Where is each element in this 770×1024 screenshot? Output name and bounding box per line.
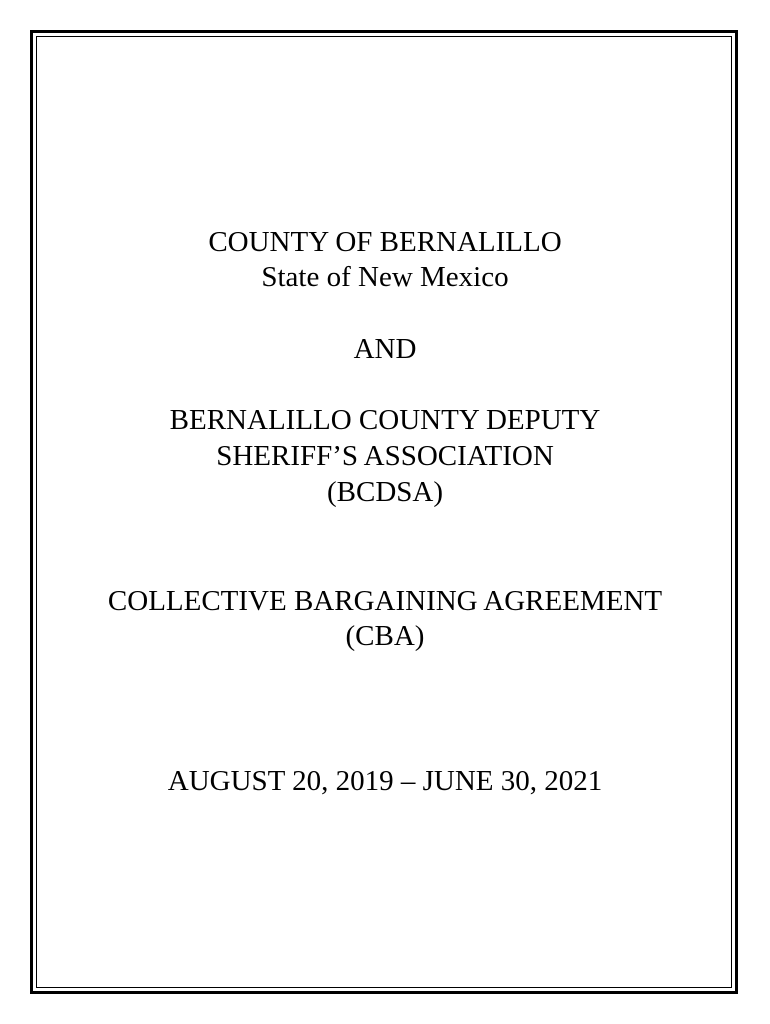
association-name-line2: SHERIFF’S ASSOCIATION	[216, 440, 554, 472]
county-name: COUNTY OF BERNALILLO	[208, 226, 562, 258]
state-name: State of New Mexico	[261, 261, 509, 293]
association-acronym: (BCDSA)	[326, 476, 443, 508]
page-border-inner	[36, 36, 732, 988]
association-name-line1: BERNALILLO COUNTY DEPUTY	[169, 404, 601, 436]
document-title: COLLECTIVE BARGAINING AGREEMENT	[107, 585, 663, 617]
document-acronym: (CBA)	[345, 620, 425, 652]
and-separator: AND	[353, 333, 417, 365]
agreement-date-range: AUGUST 20, 2019 – JUNE 30, 2021	[167, 765, 603, 797]
